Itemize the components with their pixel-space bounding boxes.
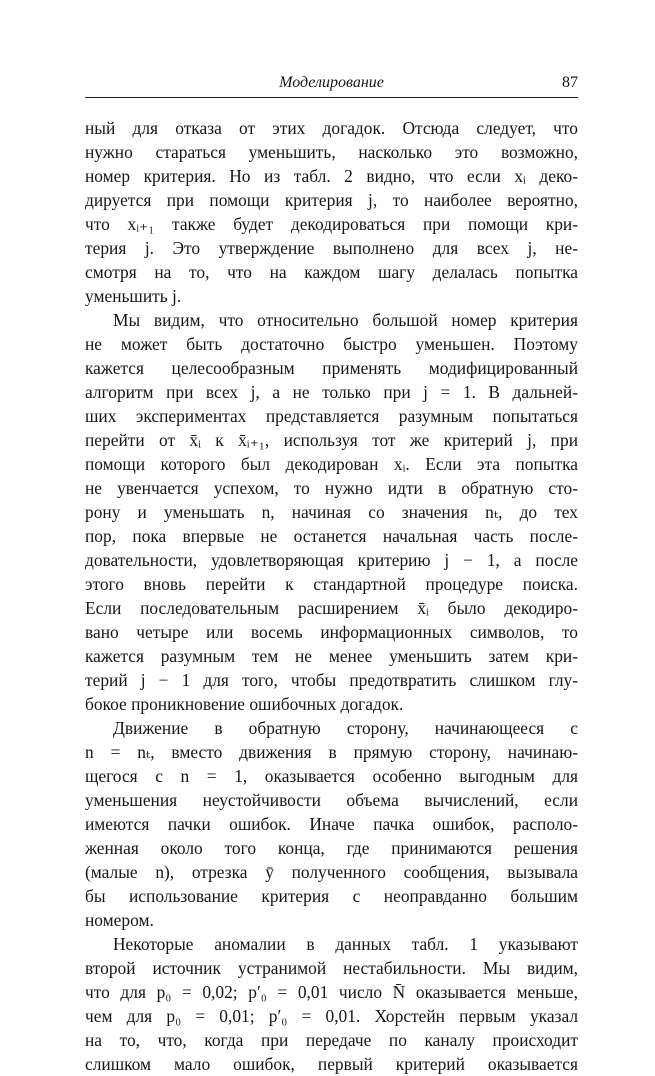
body-text [85,116,578,1076]
text-line: (малые n), отрезка ȳ полученного сообщения, вызывала [85,862,578,882]
paragraph [85,932,578,1076]
text-line: Некоторые аномалии в данных табл. 1 указывают [113,934,578,954]
header-rule [85,97,578,98]
text-line: на то, что, когда при передаче по каналу происходит [85,1030,578,1050]
text-line: перейти от x̄ᵢ к x̄ᵢ₊₁, используя тот же критерий j, при [85,430,578,450]
running-head [85,72,578,96]
page-number: 87 [562,74,578,91]
running-head-title: Моделирование [279,74,384,91]
text-line: уменьшить j. [85,286,182,306]
text-line: n = nₜ, вместо движения в прямую сторону, начинаю- [85,742,578,762]
paragraph [85,308,578,716]
text-line: второй источник устранимой нестабильности. Мы видим, [85,958,578,978]
text-line: пор, пока впервые не останется начальная часть после- [85,526,578,546]
text-line: имеются пачки ошибок. Иначе пачка ошибок, располо- [85,814,578,834]
text-line: не может быть достаточно быстро уменьшен. Поэтому [85,334,578,354]
text-line: Мы видим, что относительно большой номер критерия [113,310,578,330]
text-line: бы использование критерия с неоправданно большим [85,886,578,906]
text-line: кажется целесообразным применять модифицированный [85,358,578,378]
text-line: этого вновь перейти к стандартной процедуре поиска. [85,574,578,594]
text-line: что для p₀ = 0,02; p′₀ = 0,01 число N̄ оказывается меньше, [85,982,578,1002]
text-line: рону и уменьшать n, начиная со значения nₜ, до тех [85,502,578,522]
text-line: не увенчается успехом, то нужно идти в обратную сто- [85,478,578,498]
text-line: нужно стараться уменьшить, насколько это возможно, [85,142,578,162]
text-line: Движение в обратную сторону, начинающееся с [113,718,578,738]
text-line: номером. [85,910,154,930]
text-line: щегося с n = 1, оказывается особенно выгодным для [85,766,578,786]
text-line: слишком мало ошибок, первый критерий оказывается [85,1054,578,1074]
text-line: номер критерия. Но из табл. 2 видно, что если xᵢ деко- [85,166,578,186]
text-line: женная около того конца, где принимаются решения [85,838,578,858]
text-line: вано четыре или восемь информационных символов, то [85,622,578,642]
paragraph [85,116,578,308]
text-line: ный для отказа от этих догадок. Отсюда следует, что [85,118,578,138]
text-line: бокое проникновение ошибочных догадок. [85,694,404,714]
text-line: алгоритм при всех j, а не только при j = 1. В дальней- [85,382,578,402]
text-line: уменьшения неустойчивости объема вычислений, если [85,790,578,810]
text-line: терия j. Это утверждение выполнено для всех j, не- [85,238,578,258]
text-line: смотря на то, что на каждом шагу делалась попытка [85,262,578,282]
text-line: дируется при помощи критерия j, то наиболее вероятно, [85,190,578,210]
text-line: ших экспериментах представляется разумным попытаться [85,406,578,426]
text-line: кажется разумным тем не менее уменьшить затем кри- [85,646,578,666]
text-line: довательности, удовлетворяющая критерию j − 1, а после [85,550,578,570]
text-line: Если последовательным расширением x̄ᵢ было декодиро- [85,598,578,618]
text-line: помощи которого был декодирован xᵢ. Если эта попытка [85,454,578,474]
text-line: чем для p₀ = 0,01; p′₀ = 0,01. Хорстейн первым указал [85,1006,578,1026]
paragraph [85,716,578,932]
text-line: терий j − 1 для того, чтобы предотвратить слишком глу- [85,670,578,690]
text-line: что xᵢ₊₁ также будет декодироваться при помощи кри- [85,214,578,234]
